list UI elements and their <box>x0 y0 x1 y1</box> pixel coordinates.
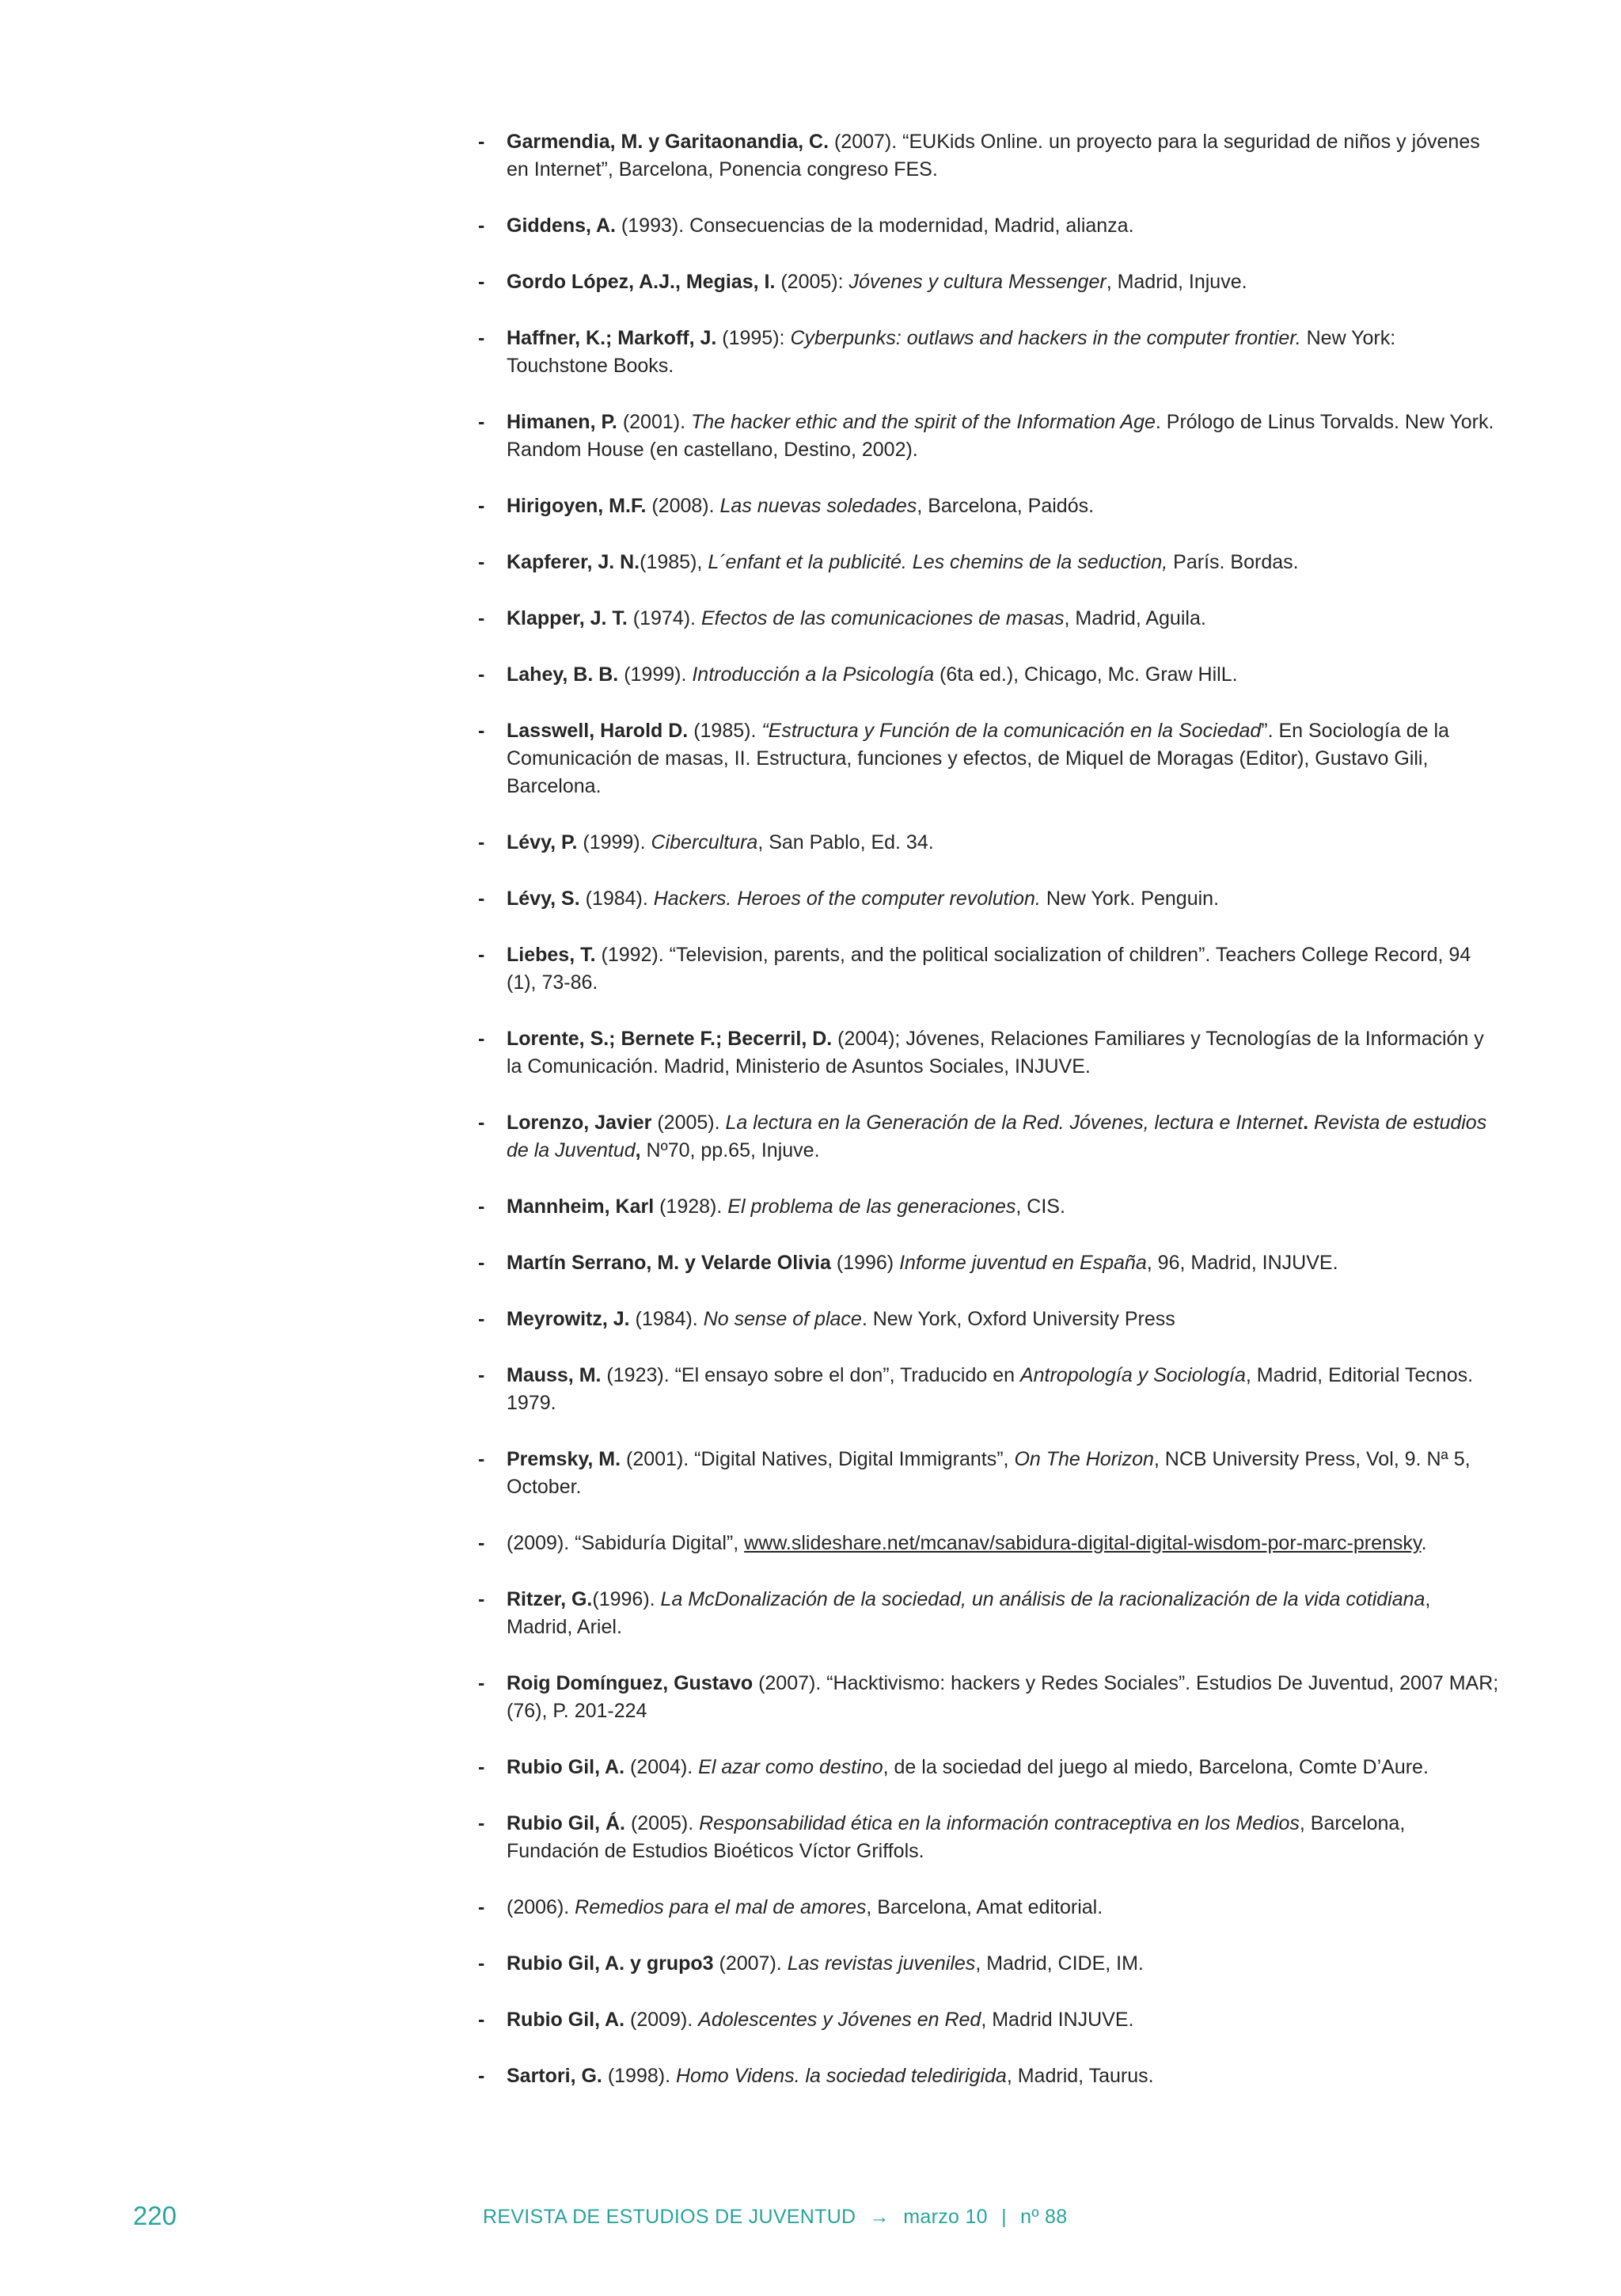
reference-text: (1984). <box>579 888 654 910</box>
reference-title: L´enfant et la publicité. Les chemins de la seduction, <box>708 551 1168 573</box>
reference-text: (2004); Jóvenes, Relaciones Familiares y Tecnologías de la Información y la Comunicación. Madrid, Ministerio de Asuntos Sociales, INJUVE. <box>507 1028 1484 1078</box>
reference-author: Lévy, P. <box>507 831 578 853</box>
reference-item <box>472 717 1501 800</box>
bullet-dash-icon: - <box>478 1532 485 1554</box>
reference-text: (1999). <box>618 663 693 686</box>
footer-divider: | <box>1001 2206 1007 2228</box>
reference-title: Las nuevas soledades <box>719 495 917 517</box>
reference-title: Remedios para el mal de amores <box>575 1896 867 1918</box>
reference-text: (1928). <box>654 1196 728 1218</box>
reference-item <box>472 1025 1501 1081</box>
reference-title: “Estructura y Función de la comunicación en la Sociedad <box>761 720 1262 742</box>
reference-author: Garmendia, M. y Garitaonandia, C. <box>507 131 829 153</box>
bullet-dash-icon: - <box>478 1364 485 1386</box>
reference-item <box>472 1894 1501 1922</box>
reference-item <box>472 325 1501 380</box>
reference-text: (2004). <box>624 1756 699 1778</box>
reference-item <box>472 2062 1501 2090</box>
bullet-dash-icon: - <box>478 831 485 853</box>
reference-text: , San Pablo, Ed. 34. <box>757 831 934 853</box>
reference-title: Introducción a la Psicología <box>692 663 935 686</box>
reference-item <box>472 128 1501 184</box>
bullet-dash-icon: - <box>478 1812 485 1834</box>
reference-title: No sense of place <box>703 1308 862 1330</box>
reference-item <box>472 1754 1501 1781</box>
bullet-dash-icon: - <box>478 2065 485 2087</box>
reference-text: , Madrid, Injuve. <box>1106 271 1247 293</box>
reference-text: (2005). <box>625 1812 700 1834</box>
reference-author: Kapferer, J. N. <box>507 551 640 573</box>
reference-text: ”. En Sociología de la Comunicación de masas, II. Estructura, funciones y efectos, de Miquel de Moragas (Editor), Gustavo Gili, Barcelona. <box>507 720 1449 797</box>
reference-author: Lorente, S.; Bernete F.; Becerril, D. <box>507 1028 833 1050</box>
reference-list <box>472 128 1501 2119</box>
reference-title: Adolescentes y Jóvenes en Red <box>698 2009 981 2031</box>
reference-text: , Madrid, Aguila. <box>1064 607 1206 629</box>
reference-text: , Madrid, Editorial Tecnos. 1979. <box>507 1364 1474 1414</box>
reference-author: Rubio Gil, Á. <box>507 1812 625 1834</box>
reference-item <box>472 1530 1501 1557</box>
reference-title: El problema de las generaciones <box>727 1196 1016 1218</box>
page-footer <box>0 2201 1621 2233</box>
reference-author: Mauss, M. <box>507 1364 602 1386</box>
reference-author: Lahey, B. B. <box>507 663 619 686</box>
bullet-dash-icon: - <box>478 1252 485 1274</box>
reference-text: (1996) <box>830 1252 900 1274</box>
reference-item <box>472 1193 1501 1221</box>
bullet-dash-icon: - <box>478 327 485 349</box>
reference-item <box>472 409 1501 464</box>
reference-item <box>472 212 1501 240</box>
reference-text: (2007). <box>713 1952 788 1975</box>
reference-item <box>472 1810 1501 1865</box>
reference-author: Lorenzo, Javier <box>507 1112 652 1134</box>
reference-text: (1984). <box>629 1308 704 1330</box>
bullet-dash-icon: - <box>478 1952 485 1975</box>
reference-text: . <box>1421 1532 1427 1554</box>
reference-author: Sartori, G. <box>507 2065 602 2087</box>
reference-title: Cibercultura <box>651 831 758 853</box>
reference-item <box>472 1586 1501 1641</box>
reference-text: (1985). <box>688 720 762 742</box>
bullet-dash-icon: - <box>478 2009 485 2031</box>
reference-author: . <box>1303 1112 1309 1134</box>
reference-author: Klapper, J. T. <box>507 607 628 629</box>
reference-author: Meyrowitz, J. <box>507 1308 630 1330</box>
reference-item <box>472 661 1501 689</box>
reference-text: New York: Touchstone Books. <box>507 327 1396 377</box>
reference-author: Hirigoyen, M.F. <box>507 495 647 517</box>
reference-author: Liebes, T. <box>507 944 596 966</box>
reference-text: . Prólogo de Linus Torvalds. New York. Random House (en castellano, Destino, 2002). <box>507 411 1494 461</box>
reference-text: , Madrid INJUVE. <box>981 2009 1134 2031</box>
reference-title: La McDonalización de la sociedad, un análisis de la racionalización de la vida cotidiana <box>660 1588 1425 1610</box>
reference-author: Gordo López, A.J., Megias, I. <box>507 271 776 293</box>
reference-text: (1996). <box>592 1588 661 1610</box>
reference-item <box>472 492 1501 520</box>
reference-item <box>472 829 1501 857</box>
reference-item <box>472 1950 1501 1978</box>
reference-text: , Barcelona, Fundación de Estudios Bioéticos Víctor Griffols. <box>507 1812 1406 1862</box>
bullet-dash-icon: - <box>478 495 485 517</box>
reference-text: (2009). “Sabiduría Digital”, <box>507 1532 745 1554</box>
reference-title: El azar como destino <box>698 1756 883 1778</box>
reference-text: , Barcelona, Paidós. <box>917 495 1095 517</box>
reference-text: (1992). “Television, parents, and the political socialization of children”. Teachers College Record, 94 (1), 73-86. <box>507 944 1471 994</box>
reference-text: (2009). <box>624 2009 699 2031</box>
bullet-dash-icon: - <box>478 551 485 573</box>
reference-author: Himanen, P. <box>507 411 617 433</box>
reference-text: , Barcelona, Amat editorial. <box>866 1896 1103 1918</box>
reference-title: Hackers. Heroes of the computer revolution. <box>653 888 1041 910</box>
reference-author: Rubio Gil, A. <box>507 1756 625 1778</box>
reference-text: , Madrid, CIDE, IM. <box>975 1952 1144 1975</box>
reference-text: (2001). “Digital Natives, Digital Immigrants”, <box>621 1448 1015 1470</box>
reference-author: Lévy, S. <box>507 888 580 910</box>
arrow-icon: → <box>869 2206 890 2228</box>
issue-date: marzo 10 <box>903 2206 988 2228</box>
reference-text: (6ta ed.), Chicago, Mc. Graw HilL. <box>934 663 1238 686</box>
reference-text: (2005). <box>651 1112 726 1134</box>
reference-item <box>472 1670 1501 1725</box>
reference-text: , Madrid, Taurus. <box>1006 2065 1154 2087</box>
reference-author: Rubio Gil, A. y grupo3 <box>507 1952 714 1975</box>
reference-item <box>472 1362 1501 1417</box>
reference-title: Efectos de las comunicaciones de masas <box>700 607 1065 629</box>
reference-text: (1974). <box>627 607 701 629</box>
page-number: 220 <box>133 2201 177 2230</box>
reference-text: , CIS. <box>1015 1196 1065 1218</box>
reference-text: (2001). <box>617 411 691 433</box>
reference-title: Informe juventud en España <box>899 1252 1147 1274</box>
reference-item <box>472 2006 1501 2034</box>
reference-title: La lectura en la Generación de la Red. Jóvenes, lectura e Internet <box>725 1112 1304 1134</box>
reference-author: Haffner, K.; Markoff, J. <box>507 327 717 349</box>
issue-number: nº 88 <box>1020 2206 1068 2228</box>
journal-running-title <box>483 2206 1067 2229</box>
bullet-dash-icon: - <box>478 1112 485 1134</box>
bullet-dash-icon: - <box>478 1756 485 1778</box>
bullet-dash-icon: - <box>478 1588 485 1610</box>
reference-item <box>472 268 1501 296</box>
reference-title: Responsabilidad ética en la información contraceptiva en los Medios <box>699 1812 1300 1834</box>
reference-title: Cyberpunks: outlaws and hackers in the computer frontier. <box>790 327 1301 349</box>
bullet-dash-icon: - <box>478 1448 485 1470</box>
bullet-dash-icon: - <box>478 1028 485 1050</box>
reference-text: (2007). “EUKids Online. un proyecto para la seguridad de niños y jóvenes en Internet”, Barcelona, Ponencia congreso FES. <box>507 131 1480 181</box>
reference-title: Revista de estudios de la Juventud <box>507 1112 1487 1161</box>
reference-text: Nº70, pp.65, Injuve. <box>640 1139 820 1161</box>
reference-item <box>472 605 1501 633</box>
reference-item <box>472 1109 1501 1165</box>
reference-text: , 96, Madrid, INJUVE. <box>1146 1252 1338 1274</box>
reference-author: Giddens, A. <box>507 215 616 237</box>
reference-text: . New York, Oxford University Press <box>861 1308 1175 1330</box>
reference-item <box>472 1446 1501 1501</box>
reference-text: (2005): <box>775 271 849 293</box>
reference-text: (1993). Consecuencias de la modernidad, Madrid, alianza. <box>615 215 1134 237</box>
bullet-dash-icon: - <box>478 607 485 629</box>
reference-author: Rubio Gil, A. <box>507 2009 625 2031</box>
reference-text: , de la sociedad del juego al miedo, Barcelona, Comte D’Aure. <box>883 1756 1429 1778</box>
reference-author: Premsky, M. <box>507 1448 621 1470</box>
reference-author: , <box>635 1139 641 1161</box>
bullet-dash-icon: - <box>478 215 485 237</box>
reference-text: (1998). <box>602 2065 676 2087</box>
reference-author: Roig Domínguez, Gustavo <box>507 1672 754 1694</box>
bullet-dash-icon: - <box>478 663 485 686</box>
reference-author: Mannheim, Karl <box>507 1196 655 1218</box>
bullet-dash-icon: - <box>478 1896 485 1918</box>
reference-author: Lasswell, Harold D. <box>507 720 689 742</box>
bullet-dash-icon: - <box>478 131 485 153</box>
reference-url-link[interactable]: www.slideshare.net/mcanav/sabidura-digital-digital-wisdom-por-marc-prensky <box>744 1532 1422 1554</box>
reference-item <box>472 885 1501 913</box>
reference-item <box>472 1249 1501 1277</box>
reference-title: Las revistas juveniles <box>787 1952 976 1975</box>
reference-text: (2006). <box>507 1896 575 1918</box>
reference-item <box>472 549 1501 576</box>
reference-text: (2007). “Hacktivismo: hackers y Redes Sociales”. Estudios De Juventud, 2007 MAR; (76), P. 201-224 <box>507 1672 1499 1722</box>
bullet-dash-icon: - <box>478 944 485 966</box>
bullet-dash-icon: - <box>478 1196 485 1218</box>
bullet-dash-icon: - <box>478 888 485 910</box>
reference-text: (1995): <box>716 327 791 349</box>
reference-title: Homo Videns. la sociedad teledirigida <box>675 2065 1007 2087</box>
bullet-dash-icon: - <box>478 1672 485 1694</box>
reference-author: Ritzer, G. <box>507 1588 593 1610</box>
reference-title: Antropología y Sociología <box>1019 1364 1246 1386</box>
reference-title: On The Horizon <box>1014 1448 1154 1470</box>
reference-text: (1999). <box>577 831 651 853</box>
bullet-dash-icon: - <box>478 411 485 433</box>
journal-name: REVISTA DE ESTUDIOS DE JUVENTUD <box>483 2206 856 2228</box>
reference-text: (2008). <box>646 495 720 517</box>
bullet-dash-icon: - <box>478 1308 485 1330</box>
reference-item <box>472 941 1501 997</box>
reference-text: (1985), <box>640 551 708 573</box>
reference-author: Martín Serrano, M. y Velarde Olivia <box>507 1252 831 1274</box>
reference-text: París. Bordas. <box>1167 551 1299 573</box>
bullet-dash-icon: - <box>478 720 485 742</box>
bullet-dash-icon: - <box>478 271 485 293</box>
reference-text: , Madrid, Ariel. <box>507 1588 1431 1638</box>
reference-title: Jóvenes y cultura Messenger <box>848 271 1107 293</box>
reference-item <box>472 1306 1501 1333</box>
reference-title: The hacker ethic and the spirit of the Information Age <box>690 411 1156 433</box>
reference-text: (1923). “El ensayo sobre el don”, Traducido en <box>601 1364 1020 1386</box>
reference-text: , NCB University Press, Vol, 9. Nª 5, October. <box>507 1448 1471 1498</box>
reference-text: New York. Penguin. <box>1040 888 1220 910</box>
